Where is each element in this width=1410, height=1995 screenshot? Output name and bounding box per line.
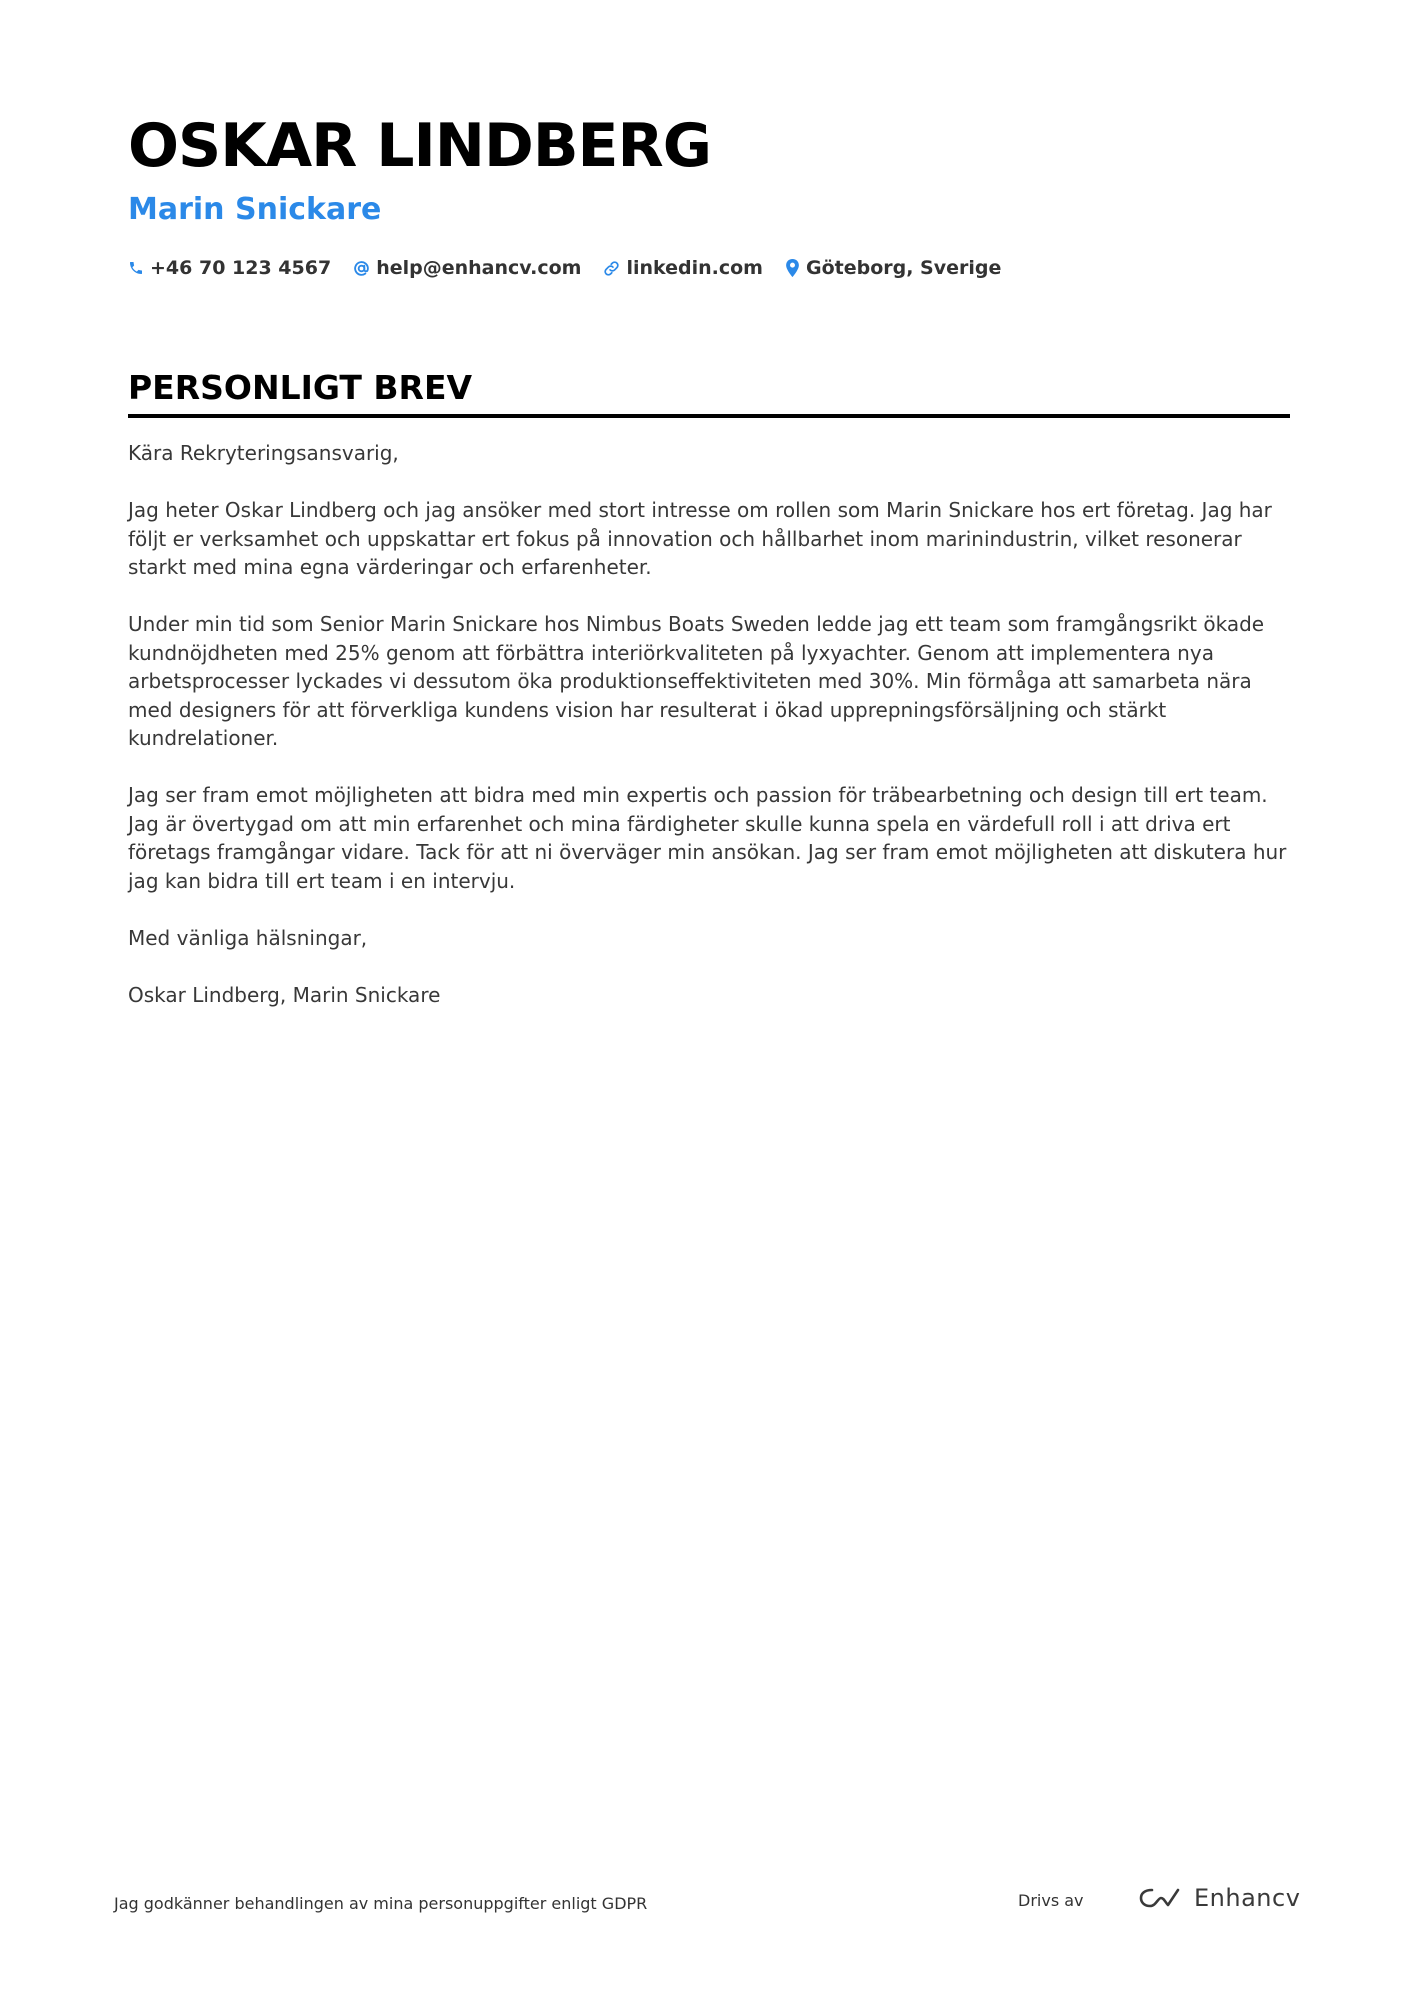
contact-linkedin[interactable] xyxy=(603,252,763,284)
email-link[interactable]: help@enhancv.com xyxy=(376,257,582,279)
contact-location xyxy=(785,252,1001,284)
at-icon xyxy=(353,260,370,277)
section-header xyxy=(128,366,1290,418)
phone-icon xyxy=(128,260,144,276)
location-pin-icon xyxy=(785,259,800,277)
powered-by-label: Drivs av xyxy=(1018,1891,1084,1910)
applicant-name: OSKAR LINDBERG xyxy=(128,111,711,181)
letter-paragraph: Under min tid som Senior Marin Snickare hos Nimbus Boats Sweden ledde jag ett team som framgångsrikt ökade kundnöjdheten med 25% genom att förbättra interiörkvaliteten på lyxyachter. Genom att implementera nya arbetsprocesser lyckades vi dessutom öka produktionseffektiviteten med 30%. Min förmåga att samarbeta nära med designers för att förverkliga kundens vision har resulterat i ökad upprepningsförsäljning och stärkt kundrelationer. xyxy=(128,612,1265,750)
letter-closing: Med vänliga hälsningar, xyxy=(128,925,368,950)
linkedin-link[interactable]: linkedin.com xyxy=(626,257,763,279)
letter-paragraph: Jag heter Oskar Lindberg och jag ansöker med stort intresse om rollen som Marin Snickare hos ert företag. Jag har följt er verksamhet och uppskattar ert fokus på innovation och hållbarhet inom marinindustrin, vilket resonerar starkt med mina egna värderingar och erfarenheter. xyxy=(128,498,1272,579)
link-icon xyxy=(603,260,620,277)
letter-salutation: Kära Rekryteringsansvarig, xyxy=(128,441,399,465)
applicant-job-title: Marin Snickare xyxy=(128,192,382,227)
location-text: Göteborg, Sverige xyxy=(805,257,1002,279)
gdpr-consent: Jag godkänner behandlingen av mina personuppgifter enligt GDPR xyxy=(114,1894,648,1913)
letter-body xyxy=(128,439,1292,1038)
enhancv-brand[interactable] xyxy=(1138,1884,1300,1912)
brand-name[interactable]: Enhancv xyxy=(1194,1884,1301,1912)
contact-bar xyxy=(128,252,1001,284)
contact-phone xyxy=(128,252,331,284)
letter-paragraph: Jag ser fram emot möjligheten att bidra med min expertis och passion för träbearbetning och design till ert team. Jag är övertygad om att min erfarenhet och mina färdigheter skulle kunna spela en värdefull roll i att driva ert företags framgångar vidare. Tack för att ni överväger min ansökan. Jag ser fram emot möjligheten att diskutera hur jag kan bidra till ert team i en intervju. xyxy=(128,783,1287,893)
section-title: PERSONLIGT BREV xyxy=(128,368,473,407)
letter-signature: Oskar Lindberg, Marin Snickare xyxy=(128,982,441,1007)
contact-email[interactable] xyxy=(353,252,581,284)
enhancv-logo-icon xyxy=(1138,1885,1184,1911)
phone-text: +46 70 123 4567 xyxy=(150,257,332,279)
